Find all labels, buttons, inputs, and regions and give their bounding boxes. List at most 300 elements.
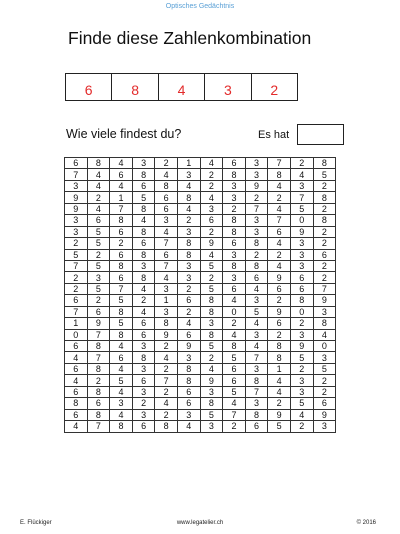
grid-cell: 2 xyxy=(313,238,336,249)
grid-cell: 2 xyxy=(313,375,336,386)
grid-cell: 2 xyxy=(223,203,246,214)
grid-cell: 2 xyxy=(200,226,223,237)
grid-cell: 6 xyxy=(290,272,313,283)
grid-cell: 9 xyxy=(268,272,291,283)
grid-cell: 1 xyxy=(177,158,200,169)
grid-cell: 6 xyxy=(87,215,110,226)
grid-cell: 3 xyxy=(313,352,336,363)
grid-cell: 5 xyxy=(290,203,313,214)
grid-row xyxy=(65,260,336,271)
grid-cell: 6 xyxy=(155,249,178,260)
grid-cell: 2 xyxy=(268,398,291,409)
grid-cell: 8 xyxy=(200,329,223,340)
grid-cell: 1 xyxy=(155,295,178,306)
grid-cell: 6 xyxy=(132,180,155,191)
grid-cell: 9 xyxy=(268,306,291,317)
grid-cell: 1 xyxy=(110,192,133,203)
grid-cell: 5 xyxy=(87,283,110,294)
grid-cell: 3 xyxy=(245,398,268,409)
grid-cell: 4 xyxy=(65,421,88,432)
target-number-cell: 8 xyxy=(112,74,158,100)
grid-cell: 8 xyxy=(223,215,246,226)
grid-cell: 3 xyxy=(65,180,88,191)
page-title: Finde diese Zahlenkombination xyxy=(68,28,312,48)
grid-cell: 2 xyxy=(268,329,291,340)
grid-cell: 4 xyxy=(200,363,223,374)
grid-cell: 2 xyxy=(313,180,336,191)
grid-cell: 8 xyxy=(245,238,268,249)
grid-cell: 4 xyxy=(268,375,291,386)
target-number-cell: 6 xyxy=(66,74,112,100)
grid-cell: 4 xyxy=(200,192,223,203)
grid-row xyxy=(65,329,336,340)
grid-cell: 7 xyxy=(268,158,291,169)
grid-cell: 7 xyxy=(87,352,110,363)
grid-cell: 4 xyxy=(110,409,133,420)
grid-cell: 3 xyxy=(132,341,155,352)
grid-row xyxy=(65,318,336,329)
grid-cell: 9 xyxy=(290,341,313,352)
grid-cell: 6 xyxy=(132,329,155,340)
grid-cell: 9 xyxy=(200,375,223,386)
grid-cell: 2 xyxy=(132,398,155,409)
footer-author: E. Flückiger xyxy=(20,520,52,526)
grid-cell: 2 xyxy=(200,352,223,363)
grid-cell: 5 xyxy=(290,352,313,363)
grid-cell: 4 xyxy=(155,226,178,237)
grid-cell: 8 xyxy=(223,169,246,180)
grid-cell: 0 xyxy=(290,215,313,226)
grid-cell: 9 xyxy=(290,226,313,237)
grid-row xyxy=(65,398,336,409)
grid-cell: 4 xyxy=(177,180,200,191)
grid-cell: 6 xyxy=(177,386,200,397)
grid-cell: 6 xyxy=(132,375,155,386)
grid-cell: 3 xyxy=(245,169,268,180)
grid-cell: 3 xyxy=(177,352,200,363)
grid-cell: 2 xyxy=(313,226,336,237)
grid-cell: 7 xyxy=(155,238,178,249)
grid-cell: 3 xyxy=(245,329,268,340)
grid-cell: 4 xyxy=(87,180,110,191)
grid-row xyxy=(65,341,336,352)
grid-cell: 8 xyxy=(177,238,200,249)
grid-cell: 6 xyxy=(65,158,88,169)
grid-cell: 6 xyxy=(177,295,200,306)
grid-cell: 5 xyxy=(200,409,223,420)
grid-cell: 4 xyxy=(132,215,155,226)
grid-cell: 5 xyxy=(290,398,313,409)
grid-cell: 4 xyxy=(155,272,178,283)
grid-cell: 5 xyxy=(110,295,133,306)
grid-cell: 2 xyxy=(177,283,200,294)
grid-cell: 9 xyxy=(200,238,223,249)
grid-cell: 7 xyxy=(87,329,110,340)
footer-copyright: © 2016 xyxy=(356,520,376,526)
grid-cell: 3 xyxy=(87,272,110,283)
grid-cell: 8 xyxy=(223,341,246,352)
grid-cell: 5 xyxy=(87,238,110,249)
grid-cell: 8 xyxy=(110,329,133,340)
grid-cell: 3 xyxy=(132,363,155,374)
grid-row xyxy=(65,421,336,432)
answer-input-box[interactable] xyxy=(297,124,344,145)
grid-row xyxy=(65,386,336,397)
grid-cell: 4 xyxy=(132,283,155,294)
grid-cell: 4 xyxy=(87,203,110,214)
grid-cell: 8 xyxy=(132,203,155,214)
grid-row xyxy=(65,215,336,226)
grid-cell: 2 xyxy=(200,169,223,180)
grid-row xyxy=(65,169,336,180)
grid-cell: 7 xyxy=(110,283,133,294)
grid-cell: 0 xyxy=(313,341,336,352)
grid-cell: 9 xyxy=(313,295,336,306)
grid-cell: 6 xyxy=(223,238,246,249)
grid-cell: 8 xyxy=(245,260,268,271)
grid-cell: 2 xyxy=(313,386,336,397)
grid-cell: 8 xyxy=(268,352,291,363)
grid-cell: 6 xyxy=(87,306,110,317)
grid-cell: 4 xyxy=(290,409,313,420)
grid-cell: 5 xyxy=(313,169,336,180)
grid-row xyxy=(65,352,336,363)
grid-cell: 3 xyxy=(245,215,268,226)
grid-cell: 4 xyxy=(87,169,110,180)
grid-cell: 8 xyxy=(132,352,155,363)
grid-cell: 8 xyxy=(290,295,313,306)
grid-cell: 8 xyxy=(87,409,110,420)
grid-cell: 4 xyxy=(245,283,268,294)
grid-cell: 4 xyxy=(313,329,336,340)
grid-cell: 3 xyxy=(223,272,246,283)
grid-cell: 5 xyxy=(87,226,110,237)
grid-cell: 7 xyxy=(65,169,88,180)
grid-cell: 2 xyxy=(200,180,223,191)
grid-cell: 2 xyxy=(223,318,246,329)
grid-row xyxy=(65,180,336,191)
grid-cell: 8 xyxy=(177,249,200,260)
grid-cell: 5 xyxy=(132,192,155,203)
grid-cell: 6 xyxy=(313,398,336,409)
grid-cell: 8 xyxy=(65,398,88,409)
grid-cell: 9 xyxy=(87,318,110,329)
grid-cell: 4 xyxy=(223,329,246,340)
grid-row xyxy=(65,283,336,294)
grid-cell: 2 xyxy=(155,158,178,169)
grid-cell: 5 xyxy=(223,352,246,363)
grid-cell: 2 xyxy=(290,421,313,432)
grid-cell: 4 xyxy=(268,238,291,249)
grid-cell: 8 xyxy=(87,386,110,397)
grid-cell: 4 xyxy=(132,306,155,317)
grid-cell: 4 xyxy=(245,318,268,329)
grid-cell: 3 xyxy=(223,249,246,260)
grid-cell: 2 xyxy=(313,260,336,271)
grid-cell: 3 xyxy=(200,386,223,397)
grid-row xyxy=(65,272,336,283)
grid-cell: 2 xyxy=(65,272,88,283)
grid-cell: 3 xyxy=(245,295,268,306)
grid-cell: 5 xyxy=(268,421,291,432)
grid-cell: 3 xyxy=(245,158,268,169)
grid-cell: 8 xyxy=(200,398,223,409)
grid-cell: 8 xyxy=(155,180,178,191)
grid-cell: 4 xyxy=(65,352,88,363)
grid-cell: 8 xyxy=(177,363,200,374)
grid-cell: 4 xyxy=(223,398,246,409)
answer-label: Es hat xyxy=(258,129,290,141)
grid-cell: 3 xyxy=(177,226,200,237)
grid-cell: 3 xyxy=(155,306,178,317)
grid-cell: 4 xyxy=(200,249,223,260)
footer-website: www.legatelier.ch xyxy=(176,520,224,526)
grid-cell: 3 xyxy=(177,272,200,283)
grid-cell: 2 xyxy=(290,363,313,374)
grid-cell: 2 xyxy=(155,363,178,374)
grid-cell: 3 xyxy=(132,409,155,420)
grid-cell: 8 xyxy=(245,375,268,386)
grid-cell: 6 xyxy=(245,272,268,283)
grid-cell: 2 xyxy=(268,192,291,203)
grid-row xyxy=(65,375,336,386)
question-text: Wie viele findest du? xyxy=(66,127,182,141)
worksheet-subtitle: Optisches Gedächtnis xyxy=(165,3,235,10)
grid-cell: 3 xyxy=(313,306,336,317)
grid-cell: 7 xyxy=(313,283,336,294)
grid-cell: 7 xyxy=(223,409,246,420)
grid-cell: 3 xyxy=(223,180,246,191)
grid-cell: 4 xyxy=(177,203,200,214)
grid-cell: 6 xyxy=(155,192,178,203)
grid-cell: 3 xyxy=(200,203,223,214)
grid-cell: 8 xyxy=(177,192,200,203)
grid-cell: 2 xyxy=(268,249,291,260)
grid-cell: 4 xyxy=(110,386,133,397)
grid-cell: 8 xyxy=(132,226,155,237)
grid-cell: 6 xyxy=(268,283,291,294)
grid-cell: 6 xyxy=(223,363,246,374)
grid-cell: 3 xyxy=(200,318,223,329)
grid-cell: 3 xyxy=(132,158,155,169)
grid-cell: 7 xyxy=(65,306,88,317)
grid-cell: 7 xyxy=(245,386,268,397)
grid-cell: 3 xyxy=(290,180,313,191)
grid-cell: 8 xyxy=(87,341,110,352)
grid-cell: 4 xyxy=(110,180,133,191)
grid-cell: 5 xyxy=(65,249,88,260)
grid-cell: 8 xyxy=(87,158,110,169)
grid-cell: 4 xyxy=(155,169,178,180)
grid-cell: 6 xyxy=(110,249,133,260)
grid-cell: 2 xyxy=(87,375,110,386)
grid-cell: 6 xyxy=(110,272,133,283)
grid-cell: 2 xyxy=(313,272,336,283)
grid-row xyxy=(65,203,336,214)
grid-cell: 2 xyxy=(200,272,223,283)
grid-cell: 2 xyxy=(155,409,178,420)
grid-cell: 8 xyxy=(110,260,133,271)
target-number-cell: 3 xyxy=(205,74,251,100)
grid-cell: 2 xyxy=(313,203,336,214)
grid-cell: 2 xyxy=(290,318,313,329)
grid-cell: 4 xyxy=(268,260,291,271)
grid-cell: 7 xyxy=(268,215,291,226)
grid-cell: 3 xyxy=(200,421,223,432)
grid-cell: 6 xyxy=(132,421,155,432)
grid-cell: 8 xyxy=(200,295,223,306)
grid-cell: 8 xyxy=(155,421,178,432)
grid-cell: 7 xyxy=(65,260,88,271)
grid-cell: 4 xyxy=(177,421,200,432)
grid-cell: 3 xyxy=(65,215,88,226)
grid-cell: 2 xyxy=(110,238,133,249)
grid-cell: 4 xyxy=(268,203,291,214)
grid-cell: 4 xyxy=(155,352,178,363)
grid-cell: 8 xyxy=(110,421,133,432)
grid-cell: 7 xyxy=(155,260,178,271)
grid-cell: 2 xyxy=(245,249,268,260)
grid-cell: 0 xyxy=(290,306,313,317)
grid-cell: 1 xyxy=(268,363,291,374)
grid-cell: 6 xyxy=(200,215,223,226)
grid-cell: 7 xyxy=(245,352,268,363)
grid-cell: 6 xyxy=(223,158,246,169)
grid-cell: 2 xyxy=(87,295,110,306)
grid-cell: 3 xyxy=(290,386,313,397)
grid-row xyxy=(65,295,336,306)
grid-cell: 2 xyxy=(245,192,268,203)
grid-cell: 9 xyxy=(155,329,178,340)
grid-cell: 8 xyxy=(110,215,133,226)
grid-cell: 7 xyxy=(110,203,133,214)
grid-cell: 0 xyxy=(223,306,246,317)
grid-cell: 2 xyxy=(132,295,155,306)
grid-cell: 2 xyxy=(65,238,88,249)
grid-cell: 6 xyxy=(268,226,291,237)
grid-cell: 4 xyxy=(200,158,223,169)
grid-cell: 3 xyxy=(177,169,200,180)
grid-cell: 7 xyxy=(290,192,313,203)
grid-cell: 8 xyxy=(177,375,200,386)
grid-cell: 5 xyxy=(200,341,223,352)
grid-cell: 2 xyxy=(87,192,110,203)
grid-cell: 3 xyxy=(110,398,133,409)
grid-cell: 4 xyxy=(110,158,133,169)
grid-cell: 5 xyxy=(87,260,110,271)
grid-cell: 6 xyxy=(223,375,246,386)
grid-cell: 4 xyxy=(268,386,291,397)
grid-cell: 5 xyxy=(110,318,133,329)
grid-cell: 8 xyxy=(268,169,291,180)
grid-cell: 4 xyxy=(223,295,246,306)
grid-cell: 8 xyxy=(155,318,178,329)
grid-cell: 3 xyxy=(223,192,246,203)
grid-cell: 6 xyxy=(132,318,155,329)
grid-cell: 9 xyxy=(268,409,291,420)
grid-cell: 2 xyxy=(290,158,313,169)
grid-cell: 8 xyxy=(132,249,155,260)
grid-cell: 8 xyxy=(223,260,246,271)
grid-cell: 3 xyxy=(155,283,178,294)
grid-cell: 3 xyxy=(245,363,268,374)
grid-cell: 2 xyxy=(155,341,178,352)
grid-cell: 5 xyxy=(223,386,246,397)
grid-cell: 8 xyxy=(132,169,155,180)
grid-row xyxy=(65,363,336,374)
grid-cell: 0 xyxy=(65,329,88,340)
grid-cell: 5 xyxy=(313,363,336,374)
grid-cell: 4 xyxy=(290,169,313,180)
grid-cell: 8 xyxy=(132,272,155,283)
grid-cell: 9 xyxy=(313,409,336,420)
grid-cell: 6 xyxy=(65,409,88,420)
grid-cell: 6 xyxy=(268,318,291,329)
grid-cell: 6 xyxy=(223,283,246,294)
grid-cell: 5 xyxy=(110,375,133,386)
grid-cell: 4 xyxy=(155,398,178,409)
grid-cell: 8 xyxy=(200,306,223,317)
grid-cell: 6 xyxy=(87,398,110,409)
grid-cell: 1 xyxy=(65,318,88,329)
grid-cell: 8 xyxy=(245,409,268,420)
grid-cell: 2 xyxy=(155,386,178,397)
grid-cell: 3 xyxy=(177,409,200,420)
grid-cell: 6 xyxy=(110,352,133,363)
grid-cell: 8 xyxy=(223,226,246,237)
grid-cell: 9 xyxy=(177,341,200,352)
grid-cell: 4 xyxy=(65,375,88,386)
grid-cell: 2 xyxy=(268,295,291,306)
grid-row xyxy=(65,238,336,249)
grid-cell: 5 xyxy=(245,306,268,317)
grid-cell: 3 xyxy=(290,238,313,249)
grid-cell: 8 xyxy=(313,215,336,226)
grid-cell: 4 xyxy=(110,363,133,374)
grid-cell: 8 xyxy=(313,158,336,169)
number-grid xyxy=(64,157,336,433)
grid-cell: 5 xyxy=(200,260,223,271)
grid-cell: 6 xyxy=(65,295,88,306)
grid-cell: 3 xyxy=(132,260,155,271)
target-number-box xyxy=(65,73,298,101)
grid-cell: 3 xyxy=(177,260,200,271)
grid-cell: 6 xyxy=(177,398,200,409)
grid-cell: 7 xyxy=(87,421,110,432)
grid-cell: 9 xyxy=(65,203,88,214)
grid-cell: 3 xyxy=(313,421,336,432)
grid-cell: 6 xyxy=(155,203,178,214)
target-number-cell: 4 xyxy=(159,74,205,100)
grid-cell: 8 xyxy=(87,363,110,374)
grid-cell: 6 xyxy=(245,421,268,432)
grid-row xyxy=(65,226,336,237)
grid-cell: 6 xyxy=(132,238,155,249)
grid-cell: 6 xyxy=(110,226,133,237)
grid-row xyxy=(65,306,336,317)
grid-cell: 8 xyxy=(313,318,336,329)
grid-row xyxy=(65,249,336,260)
grid-cell: 2 xyxy=(177,215,200,226)
grid-cell: 4 xyxy=(268,180,291,191)
grid-cell: 6 xyxy=(177,329,200,340)
grid-cell: 7 xyxy=(155,375,178,386)
grid-cell: 6 xyxy=(65,386,88,397)
grid-cell: 8 xyxy=(110,306,133,317)
grid-cell: 3 xyxy=(245,226,268,237)
grid-cell: 6 xyxy=(290,283,313,294)
grid-cell: 3 xyxy=(155,215,178,226)
